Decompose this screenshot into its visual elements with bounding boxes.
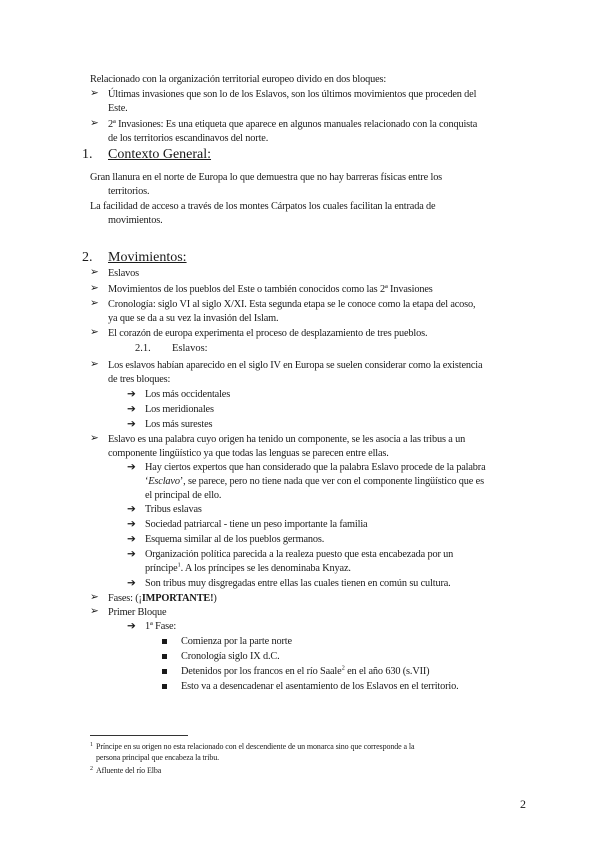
eslavo-palabra-line-1: Eslavo es una palabra cuyo origen ha tenido un componente, se les asocia a las tribus a un [108, 434, 466, 445]
arrow-bullet-icon: ➢ [90, 592, 99, 603]
right-arrow-icon: ➔ [127, 578, 136, 589]
arrow-bullet-icon: ➢ [90, 433, 99, 444]
importante-label: IMPORTANTE! [141, 593, 214, 604]
block-surestes: Los más surestes [145, 419, 213, 430]
right-arrow-icon: ➔ [127, 621, 136, 632]
fase-1-item-2: Cronología siglo IX d.C. [181, 651, 280, 662]
section-1-p1-line-2: territorios. [108, 186, 150, 197]
footnote-ref-2[interactable]: 2 [341, 664, 345, 672]
intro-bullet-1-line-2: Este. [108, 103, 128, 114]
section-1-number: 1. [82, 147, 93, 162]
movimientos-eslavos: Eslavos [108, 268, 139, 279]
footnote-2-number: 2 [90, 766, 93, 772]
expertos-line-2 [145, 475, 484, 488]
detenidos-text-rest: en el año 630 (s.VII) [344, 666, 430, 677]
block-meridionales: Los meridionales [145, 404, 214, 415]
quote-open: ‘ [145, 476, 149, 487]
right-arrow-icon: ➔ [127, 462, 136, 473]
section-2-number: 2. [82, 250, 93, 265]
organizacion-line-2-rest: . A los príncipes se les denominaba Knyaz. [180, 563, 351, 574]
arrow-bullet-icon: ➢ [90, 327, 99, 338]
cronologia-line-2: ya que se da a su vez la invasión del Islam. [108, 313, 279, 324]
arrow-bullet-icon: ➢ [90, 118, 99, 129]
section-2-title: Movimientos: [108, 250, 187, 265]
intro-bullet-1-line-1: Últimas invasiones que son lo de los Eslavos, son los últimos movimientos que proceden del [108, 89, 477, 100]
footnote-ref-1[interactable]: 1 [177, 561, 181, 569]
expertos-line-3: el principal de ello. [145, 490, 222, 501]
block-occidentales: Los más occidentales [145, 389, 231, 400]
right-arrow-icon: ➔ [127, 504, 136, 515]
tribus-disgregadas: Son tribus muy disgregadas entre ellas las cuales tienen en común su cultura. [145, 578, 451, 589]
expertos-line-2-rest: ’, se parece, pero no tiene nada que ver con el componente lingüístico que es [179, 476, 484, 487]
eslavos-siglo-iv-line-1: Los eslavos habían aparecido en el siglo IV en Europa se suelen considerar como la existencia [108, 360, 483, 371]
right-arrow-icon: ➔ [127, 419, 136, 430]
organizacion-line-2 [145, 562, 351, 575]
intro-bullet-2-line-1: 2ª Invasiones: Es una etiqueta que aparece en algunos manuales relacionado con la conquista [108, 119, 478, 130]
intro-line: Relacionado con la organización territorial europeo divido en dos bloques: [90, 74, 387, 85]
principe-word: príncipe [145, 563, 178, 574]
section-1-heading [82, 147, 211, 163]
right-arrow-icon: ➔ [127, 404, 136, 415]
esquema-similar: Esquema similar al de los pueblos germanos. [145, 534, 325, 545]
corazon-europa: El corazón de europa experimenta el proceso de desplazamiento de tres pueblos. [108, 328, 428, 339]
movimientos-pueblos-este: Movimientos de los pueblos del Este o también conocidos como las 2ª Invasiones [108, 284, 433, 295]
right-arrow-icon: ➔ [127, 534, 136, 545]
section-1-p1-line-1: Gran llanura en el norte de Europa lo que demuestra que no hay barreras físicas entre los [90, 172, 443, 183]
footnote-2-text: Afluente del río Elba [96, 766, 162, 775]
page-number: 2 [520, 797, 526, 811]
fase-1-item-4: Esto va a desencadenar el asentamiento de los Eslavos en el territorio. [181, 681, 459, 692]
tribus-eslavas: Tribus eslavas [145, 504, 202, 515]
primer-bloque: Primer Bloque [108, 607, 167, 618]
right-arrow-icon: ➔ [127, 549, 136, 560]
right-arrow-icon: ➔ [127, 389, 136, 400]
section-2-heading [82, 250, 187, 266]
square-bullet-icon [162, 669, 167, 674]
fase-1-item-1: Comienza por la parte norte [181, 636, 292, 647]
fases-line [108, 592, 217, 605]
arrow-bullet-icon: ➢ [90, 283, 99, 294]
eslavos-siglo-iv-line-2: de tres bloques: [108, 374, 171, 385]
cronologia-line-1: Cronología: siglo VI al siglo X/XI. Esta segunda etapa se le conoce como la etapa del acoso, [108, 299, 476, 310]
square-bullet-icon [162, 654, 167, 659]
organizacion-line-1: Organización política parecida a la realeza puesto que esta encabezada por un [145, 549, 454, 560]
arrow-bullet-icon: ➢ [90, 606, 99, 617]
footnote-separator [90, 735, 188, 736]
subsection-2-1-number: 2.1. [135, 343, 151, 354]
expertos-line-1: Hay ciertos expertos que han considerado que la palabra Eslavo procede de la palabra [145, 462, 486, 473]
section-1-title: Contexto General: [108, 147, 212, 162]
esclavo-word: Esclavo [148, 476, 180, 487]
eslavo-palabra-line-2: componente lingüístico ya que todas las lenguas se parecen entre ellas. [108, 448, 389, 459]
fases-pre: Fases: (¡ [108, 593, 142, 604]
arrow-bullet-icon: ➢ [90, 298, 99, 309]
right-arrow-icon: ➔ [127, 519, 136, 530]
section-1-p2-line-2: movimientos. [108, 215, 163, 226]
square-bullet-icon [162, 639, 167, 644]
detenidos-text: Detenidos por los francos en el río Saale [181, 666, 342, 677]
square-bullet-icon [162, 684, 167, 689]
intro-bullet-2-line-2: de los territorios escandinavos del norte. [108, 133, 269, 144]
sociedad-patriarcal: Sociedad patriarcal - tiene un peso importante la familia [145, 519, 368, 530]
fases-post: ) [213, 593, 217, 604]
fase-1-item-3 [181, 665, 429, 678]
section-1-p2-line-1: La facilidad de acceso a través de los montes Cárpatos los cuales facilitan la entrada de [90, 201, 436, 212]
arrow-bullet-icon: ➢ [90, 359, 99, 370]
arrow-bullet-icon: ➢ [90, 267, 99, 278]
subsection-2-1-title: Eslavos: [172, 343, 208, 354]
footnote-1-line-1: Príncipe en su origen no esta relacionado con el descendiente de un monarca sino que corresponde a la [96, 742, 415, 751]
footnote-1-number: 1 [90, 742, 93, 748]
fase-1-label: 1ª Fase: [145, 621, 177, 632]
footnote-1-line-2: persona principal que encabeza la tribu. [96, 753, 220, 762]
arrow-bullet-icon: ➢ [90, 88, 99, 99]
